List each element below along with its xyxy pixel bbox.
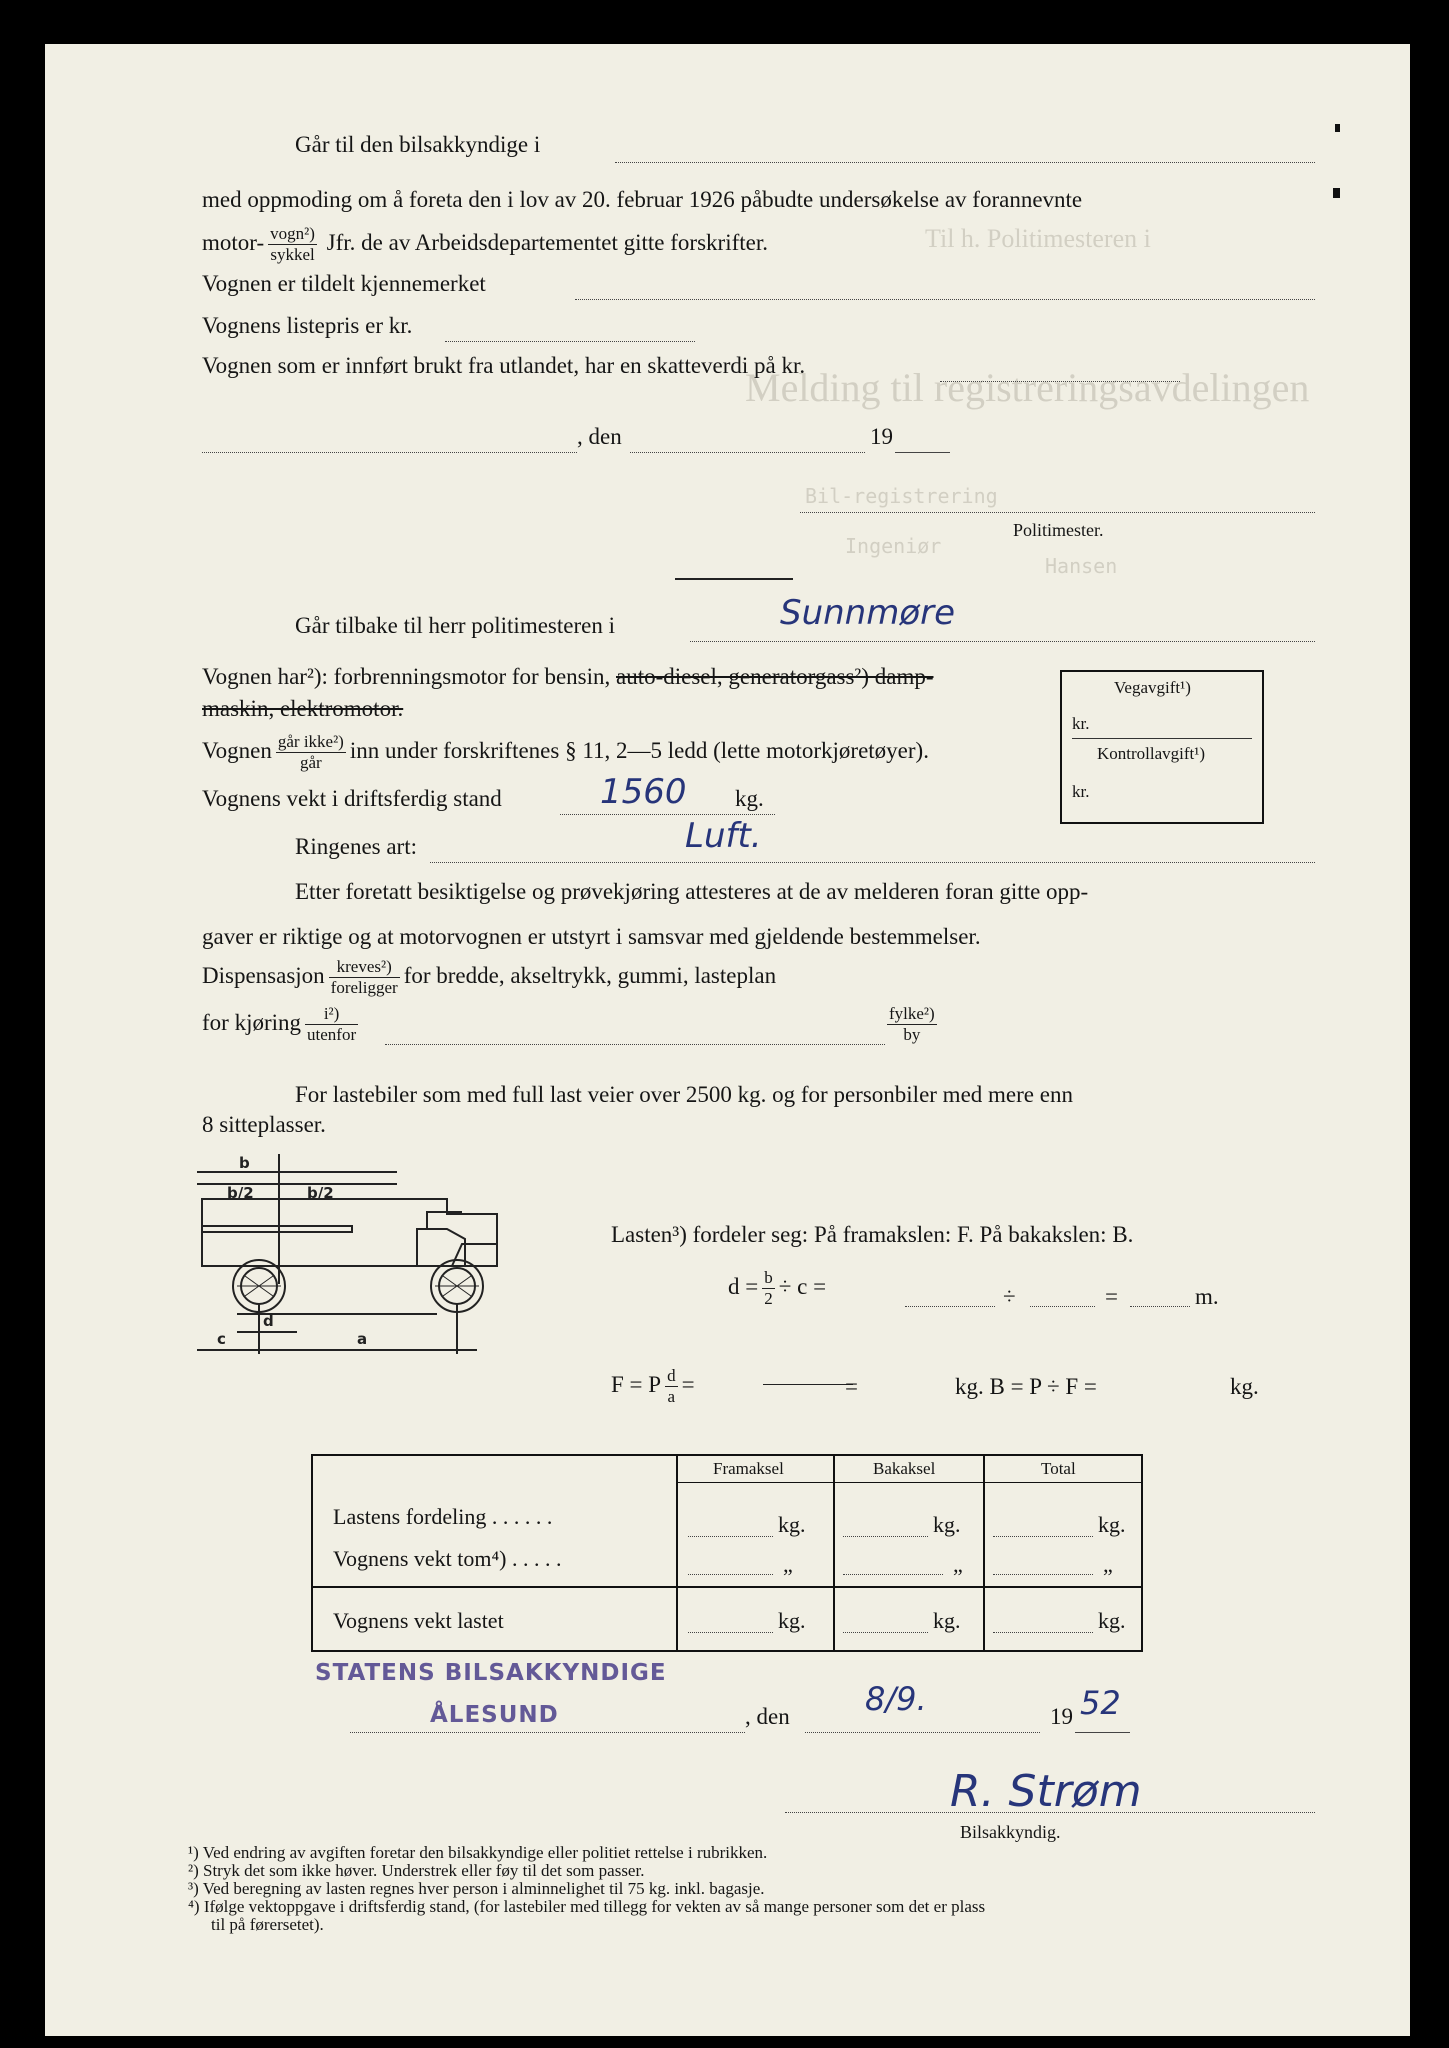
- kontrollavgift-label: Kontrollavgift¹): [1097, 744, 1206, 763]
- cell-fram-3-unit: kg.: [778, 1608, 806, 1633]
- handwritten-date: 8/9.: [865, 1680, 927, 1718]
- cell-bak-3-unit: kg.: [933, 1608, 961, 1633]
- motor-type-label: Vognen har²): forbrenningsmotor for bensin,: [202, 664, 611, 689]
- cell-total-2-unit: „: [1103, 1552, 1113, 1577]
- f-eq: =: [681, 1371, 695, 1397]
- dispensasjon-line: [202, 957, 776, 998]
- kontrollavgift-kr: kr.: [1072, 782, 1090, 801]
- lastebiler-line-1: For lastebiler som med full last veier over 2500 kg. og for personbiler med mere enn: [295, 1082, 1073, 1107]
- cell-fram-1[interactable]: [688, 1536, 773, 1537]
- bilsakkyndig-label: Bilsakkyndig.: [960, 1822, 1061, 1842]
- motor-type-line: [202, 664, 934, 690]
- diagram-label-a: a: [357, 1330, 368, 1348]
- ringenes-field[interactable]: [430, 862, 1315, 863]
- handwritten-place: Sunnmøre: [780, 593, 956, 633]
- d-unit: m.: [1195, 1284, 1219, 1309]
- kjoring-label: for kjøring: [202, 1009, 302, 1035]
- d-formula: [728, 1268, 826, 1309]
- header-framaksel: Framaksel: [713, 1459, 784, 1478]
- f-formula: [611, 1366, 695, 1407]
- header-total: Total: [1041, 1459, 1076, 1478]
- f-unit: kg. B = P ÷ F =: [955, 1374, 1097, 1399]
- bleed-through-addressee: Til h. Politimesteren i: [925, 224, 1151, 253]
- frac-by: by: [903, 1025, 921, 1044]
- diagram-label-b: b: [239, 1154, 250, 1172]
- d-over-a: [665, 1366, 678, 1407]
- cell-total-3-unit: kg.: [1098, 1608, 1126, 1633]
- vognen-label: Vognen: [202, 737, 272, 763]
- fee-divider: [1072, 738, 1252, 739]
- table-hline: [313, 1586, 1141, 1588]
- cell-total-1-unit: kg.: [1098, 1512, 1126, 1537]
- dispensasjon-fraction: [329, 957, 400, 998]
- bilsakkyndige-field[interactable]: [615, 162, 1315, 163]
- frac-fylke: fylke²): [889, 1004, 935, 1023]
- cell-fram-3[interactable]: [688, 1632, 773, 1633]
- d-eq-prefix: d =: [728, 1273, 759, 1299]
- dispensasjon-rest: for bredde, akseltrykk, gummi, lasteplan: [403, 962, 777, 988]
- skatteverdi-label: Vognen som er innført brukt fra utlandet, har en skatteverdi på kr.: [202, 353, 806, 378]
- f-fraction-field[interactable]: [763, 1384, 853, 1385]
- gaar-fraction: [276, 732, 346, 773]
- cell-bak-3[interactable]: [843, 1632, 928, 1633]
- kjennemerke-field[interactable]: [575, 299, 1315, 300]
- handwritten-vekt: 1560: [600, 772, 687, 812]
- cell-fram-2[interactable]: [688, 1574, 773, 1575]
- vekt-unit: kg.: [735, 786, 764, 811]
- frac-gaar-ikke: går ikke²): [277, 732, 344, 751]
- sig-year-prefix: 19: [1050, 1704, 1073, 1729]
- diagram-label-b2-left: b/2: [227, 1184, 254, 1202]
- footnote-4-cont: til på førersetet).: [211, 1915, 324, 1934]
- cell-bak-1[interactable]: [843, 1536, 928, 1537]
- fee-box: [1060, 670, 1264, 824]
- bleed-through-typed-3: Hansen: [1045, 554, 1118, 578]
- bleed-through-typed-1: Bil-registrering: [805, 484, 998, 508]
- frac-2: 2: [764, 1289, 773, 1308]
- fylke-fraction: [887, 1004, 937, 1045]
- cell-total-1[interactable]: [993, 1536, 1093, 1537]
- d-field-1[interactable]: [905, 1306, 995, 1307]
- cell-total-3[interactable]: [993, 1632, 1093, 1633]
- d-eq: =: [1105, 1284, 1118, 1309]
- truck-axle-diagram: [197, 1154, 607, 1364]
- f-eq-prefix: F = P: [611, 1371, 662, 1397]
- listepris-label: Vognens listepris er kr.: [202, 313, 413, 338]
- load-table: [311, 1454, 1143, 1652]
- handwritten-year: 52: [1080, 1684, 1121, 1722]
- fylke-line: [883, 1004, 941, 1045]
- kjoring-line: [202, 1004, 362, 1045]
- table-vline-1: [676, 1456, 678, 1650]
- bilsakkyndige-label: Går til den bilsakkyndige i: [295, 132, 541, 157]
- kjennemerke-label: Vognen er tildelt kjennemerket: [202, 271, 486, 296]
- frac-a: a: [667, 1387, 676, 1406]
- bilsakkyndig-den-label: , den: [745, 1704, 790, 1729]
- cell-bak-2-unit: „: [953, 1552, 963, 1577]
- table-header-line: [676, 1482, 1141, 1483]
- footnote-4: ⁴) Ifølge vektoppgave i driftsferdig stand, (for lastebiler med tillegg for vekten av så mange personer som det er plass: [188, 1897, 986, 1916]
- table-vline-3: [983, 1456, 985, 1650]
- handwritten-signature: R. Strøm: [950, 1766, 1142, 1817]
- frac-i: i²): [305, 1004, 358, 1025]
- bilsakkyndig-date-field[interactable]: [805, 1732, 1040, 1733]
- year-field[interactable]: [895, 452, 950, 453]
- kjoring-fraction: [305, 1004, 358, 1045]
- stamp-line-1: STATENS BILSAKKYNDIGE: [315, 1660, 667, 1686]
- diagram-label-c: c: [217, 1330, 226, 1348]
- d-field-3[interactable]: [1130, 1306, 1190, 1307]
- diagram-label-b2-right: b/2: [307, 1184, 334, 1202]
- cell-fram-2-unit: „: [783, 1552, 793, 1577]
- edge-mark-1: [1335, 124, 1340, 132]
- frac-d: d: [667, 1366, 676, 1385]
- cell-bak-1-unit: kg.: [933, 1512, 961, 1537]
- motor-line: [202, 224, 768, 265]
- inn-under-text: inn under forskriftenes § 11, 2—5 ledd (lette motorkjøretøyer).: [349, 737, 929, 763]
- section-divider: [675, 578, 793, 580]
- vekt-field[interactable]: [560, 814, 775, 815]
- row-vekt-lastet-label: Vognens vekt lastet: [333, 1608, 504, 1633]
- frac-foreligger: foreligger: [330, 978, 398, 997]
- listepris-field[interactable]: [445, 341, 695, 342]
- lastebiler-line-2: 8 sitteplasser.: [202, 1112, 326, 1137]
- oppmoding-text: med oppmoding om å foreta den i lov av 20. februar 1926 påbudte undersøkelse av forannevnte: [202, 187, 1083, 212]
- vekt-label: Vognens vekt i driftsferdig stand: [202, 786, 502, 811]
- return-place-field[interactable]: [690, 641, 1315, 642]
- motor-prefix: motor-: [202, 229, 265, 255]
- year-prefix: 19: [870, 424, 893, 449]
- stamp-line-2: ÅLESUND: [430, 1702, 559, 1728]
- cell-bak-2[interactable]: [843, 1574, 943, 1575]
- attest-line-2: gaver er riktige og at motorvognen er utstyrt i samsvar med gjeldende bestemmelser.: [202, 924, 981, 949]
- footnote-1: ¹) Ved endring av avgiften foretar den bilsakkyndige eller politiet rettelse i rubrikken.: [188, 1843, 768, 1862]
- d-eq-mid: ÷ c =: [778, 1273, 827, 1299]
- diagram-label-d: d: [263, 1312, 274, 1330]
- skatteverdi-field[interactable]: [940, 381, 1180, 382]
- document-page: [45, 44, 1410, 2036]
- cell-fram-1-unit: kg.: [778, 1512, 806, 1537]
- handwritten-ringenes: Luft.: [685, 816, 762, 856]
- footnote-2: ²) Stryk det som ikke høver. Understrek eller føy til det som passer.: [188, 1861, 645, 1880]
- date-field[interactable]: [630, 452, 865, 453]
- row-lastens-label: Lastens fordeling . . . . . .: [333, 1504, 553, 1529]
- vegavgift-kr: kr.: [1072, 714, 1090, 733]
- sig-year-field[interactable]: [1075, 1732, 1130, 1733]
- b-over-2: [762, 1268, 775, 1309]
- lasten-line: Lasten³) fordeler seg: På framakslen: F. På bakakslen: B.: [611, 1222, 1134, 1247]
- cell-total-2[interactable]: [993, 1574, 1093, 1575]
- d-div: ÷: [1003, 1284, 1016, 1309]
- politimester-signature-field[interactable]: [800, 512, 1315, 513]
- b-unit: kg.: [1230, 1374, 1259, 1399]
- gaar-line: [202, 732, 929, 773]
- header-bakaksel: Bakaksel: [873, 1459, 936, 1478]
- frac-gaar: går: [299, 753, 322, 772]
- den-label: , den: [577, 424, 622, 449]
- place-field[interactable]: [202, 452, 577, 453]
- table-vline-2: [833, 1456, 835, 1650]
- row-vekt-tom-label: Vognens vekt tom⁴) . . . . .: [333, 1546, 562, 1571]
- frac-utenfor: utenfor: [307, 1025, 357, 1044]
- frac-kreves: kreves²): [329, 957, 400, 978]
- motor-type-struck-1: auto-diesel, generatorgass²) damp-: [616, 664, 934, 689]
- f-eq2: =: [845, 1374, 858, 1399]
- d-field-2[interactable]: [1030, 1306, 1095, 1307]
- return-label: Går tilbake til herr politimesteren i: [295, 613, 615, 638]
- motor-type-struck-2: maskin, elektromotor.: [202, 696, 404, 721]
- bleed-through-typed-2: Ingeniør: [845, 534, 942, 558]
- forskrifter-text: Jfr. de av Arbeidsdepartementet gitte forskrifter.: [326, 229, 768, 255]
- dispensasjon-label: Dispensasjon: [202, 962, 325, 988]
- bleed-through-title: Melding til registreringsavdelingen: [745, 365, 1310, 410]
- motor-fraction: [268, 224, 317, 265]
- ringenes-label: Ringenes art:: [295, 834, 417, 859]
- kjoring-field[interactable]: [385, 1044, 885, 1045]
- frac-sykkel: sykkel: [270, 245, 315, 264]
- bilsakkyndig-place-field[interactable]: [350, 1732, 745, 1733]
- edge-mark-2: [1333, 188, 1340, 198]
- attest-line-1: Etter foretatt besiktigelse og prøvekjøring attesteres at de av melderen foran gitte opp-: [295, 879, 1089, 904]
- footnote-3: ³) Ved beregning av lasten regnes hver person i alminnelighet til 75 kg. inkl. bagasje.: [188, 1879, 765, 1898]
- vegavgift-label: Vegavgift¹): [1114, 678, 1191, 697]
- politimester-label: Politimester.: [1013, 520, 1104, 540]
- frac-vogn: vogn²): [270, 224, 315, 243]
- frac-b: b: [764, 1268, 773, 1287]
